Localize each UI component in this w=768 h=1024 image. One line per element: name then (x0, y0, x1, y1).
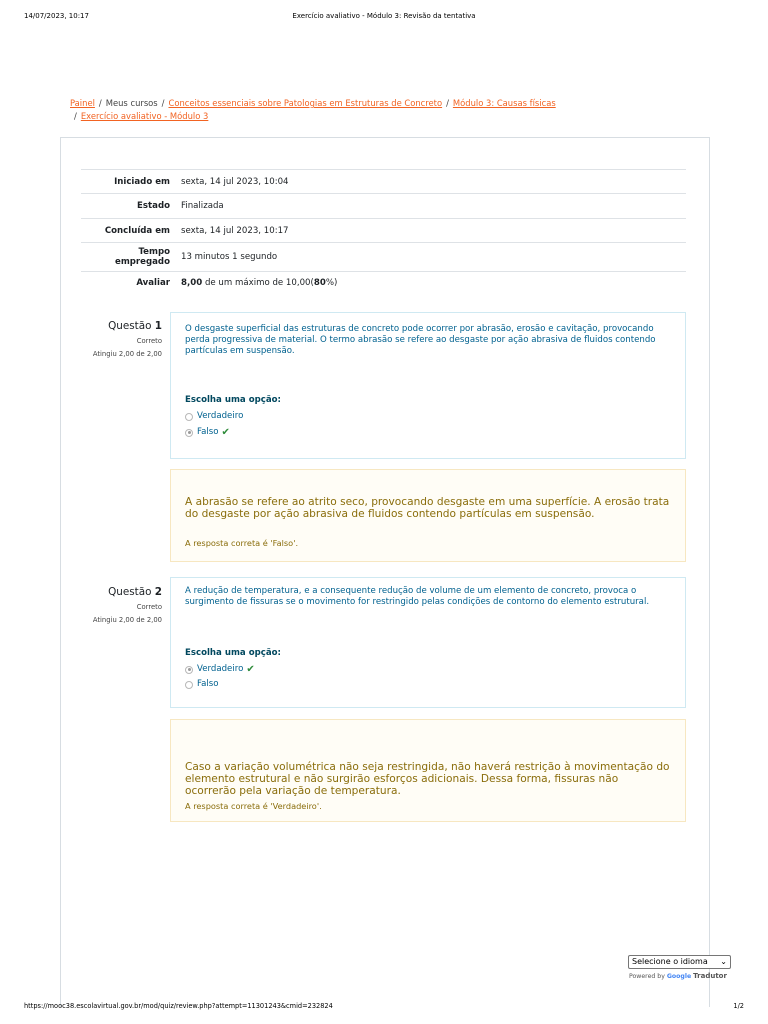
time-label: Tempo empregado (114, 247, 170, 267)
breadcrumb-separator: / (161, 98, 165, 108)
powered-by-google-translate (629, 972, 727, 980)
summary-row-time (81, 242, 686, 271)
question-2-grade: Atingiu 2,00 de 2,00 (92, 616, 162, 624)
attempt-summary-table (81, 169, 686, 293)
question-2-formulation (170, 577, 686, 708)
question-2-text: A redução de temperatura, e a consequente redução de volume de um elemento de concreto, provoca o surgimento de fissuras se o movimento for restringido pelas condições de contorno do elemento estrutural. (185, 586, 650, 607)
powered-by-label: Powered by (629, 973, 665, 980)
question-number: 2 (154, 586, 162, 598)
print-url: https://mooc38.escolavirtual.gov.br/mod/quiz/review.php?attempt=11301243&cmid=232824 (24, 1002, 333, 1010)
state-value: Finalizada (181, 201, 224, 211)
question-1-state: Correto (136, 337, 162, 345)
state-label: Estado (137, 201, 170, 211)
breadcrumb-separator: / (446, 98, 449, 108)
chevron-down-icon: ⌄ (720, 957, 727, 966)
grade-end: %) (325, 277, 338, 288)
grade-max: de um máximo de 10,00( (202, 277, 314, 288)
breadcrumb-separator: / (98, 98, 102, 108)
print-date: 14/07/2023, 10:17 (24, 12, 89, 20)
grade-value (176, 278, 337, 288)
language-select-label: Selecione o idioma (632, 957, 708, 966)
question-label: Questão (108, 320, 152, 332)
question-label: Questão (108, 586, 152, 598)
question-1-text: O desgaste superficial das estruturas de concreto pode ocorrer por abrasão, erosão e cavitação, provocando perda progressiva de material. O termo abrasão se refere ao desgaste por ação abrasiva de fluidos contendo partículas em suspensão. (185, 324, 656, 356)
question-2-option-verdadeiro[interactable] (185, 664, 671, 675)
grade-percent: 80 (313, 277, 326, 288)
option-label: Verdadeiro (197, 664, 244, 674)
question-1-option-verdadeiro[interactable] (185, 411, 671, 422)
question-1-prompt: Escolha uma opção: (185, 395, 281, 405)
radio-button-selected[interactable] (185, 666, 193, 674)
question-1-general-feedback: A abrasão se refere ao atrito seco, provocando desgaste em uma superfície. A erosão trata do desgaste por ação abrasiva de fluidos contendo partículas em suspensão. (185, 496, 670, 520)
language-select[interactable] (628, 955, 731, 969)
option-label: Falso (197, 427, 219, 437)
breadcrumb-separator: / (74, 111, 77, 121)
started-label: Iniciado em (114, 176, 170, 187)
question-1-option-falso[interactable] (185, 427, 671, 438)
question-1-right-answer: A resposta correta é 'Falso'. (185, 538, 299, 548)
print-title: Exercício avaliativo - Módulo 3: Revisão da tentativa (292, 12, 476, 20)
summary-row-grade (81, 271, 686, 293)
option-label: Verdadeiro (197, 411, 244, 421)
completed-label: Concluída em (104, 225, 170, 236)
question-1-number (80, 320, 162, 332)
breadcrumb-painel[interactable]: Painel (70, 98, 95, 108)
question-1-info (80, 320, 162, 358)
breadcrumb-course[interactable]: Conceitos essenciais sobre Patologias em Estruturas de Concreto (168, 98, 443, 108)
print-header (0, 12, 768, 24)
time-value: 13 minutos 1 segundo (181, 252, 278, 262)
check-icon: ✔ (246, 664, 255, 675)
check-icon: ✔ (221, 427, 230, 438)
started-value: sexta, 14 jul 2023, 10:04 (181, 176, 289, 187)
question-2-info (80, 586, 162, 624)
grade-label: Avaliar (136, 277, 170, 288)
question-2-state: Correto (136, 603, 162, 611)
question-2-option-falso[interactable] (185, 679, 671, 690)
radio-button[interactable] (185, 681, 193, 689)
question-2-number (80, 586, 162, 598)
breadcrumb (70, 97, 700, 123)
breadcrumb-module[interactable]: Módulo 3: Causas físicas (452, 98, 556, 108)
breadcrumb-quiz[interactable]: Exercício avaliativo - Módulo 3 (80, 111, 209, 121)
print-page-number: 1/2 (733, 1002, 744, 1010)
question-1-formulation (170, 312, 686, 459)
option-label: Falso (197, 679, 219, 689)
summary-row-started (81, 169, 686, 193)
completed-value: sexta, 14 jul 2023, 10:17 (181, 225, 289, 236)
question-1-grade: Atingiu 2,00 de 2,00 (92, 350, 162, 358)
grade-score: 8,00 (181, 277, 203, 288)
breadcrumb-meus-cursos: Meus cursos (105, 98, 158, 108)
tradutor-label: Tradutor (693, 972, 727, 980)
summary-row-completed (81, 218, 686, 242)
question-2-right-answer: A resposta correta é 'Verdadeiro'. (185, 801, 322, 811)
question-2-general-feedback: Caso a variação volumétrica não seja restringida, não haverá restrição à movimentação do elemento estrutural e não surgirão esforços adicionais. Dessa forma, fissuras não ocorrerão pela variação de temperatura. (185, 761, 670, 797)
radio-button-selected[interactable] (185, 429, 193, 437)
radio-button[interactable] (185, 413, 193, 421)
summary-row-state (81, 193, 686, 218)
question-2-prompt: Escolha uma opção: (185, 648, 281, 658)
question-2-feedback (170, 719, 686, 822)
question-number: 1 (154, 320, 162, 332)
question-1-feedback (170, 469, 686, 562)
google-logo: Google (666, 973, 692, 980)
